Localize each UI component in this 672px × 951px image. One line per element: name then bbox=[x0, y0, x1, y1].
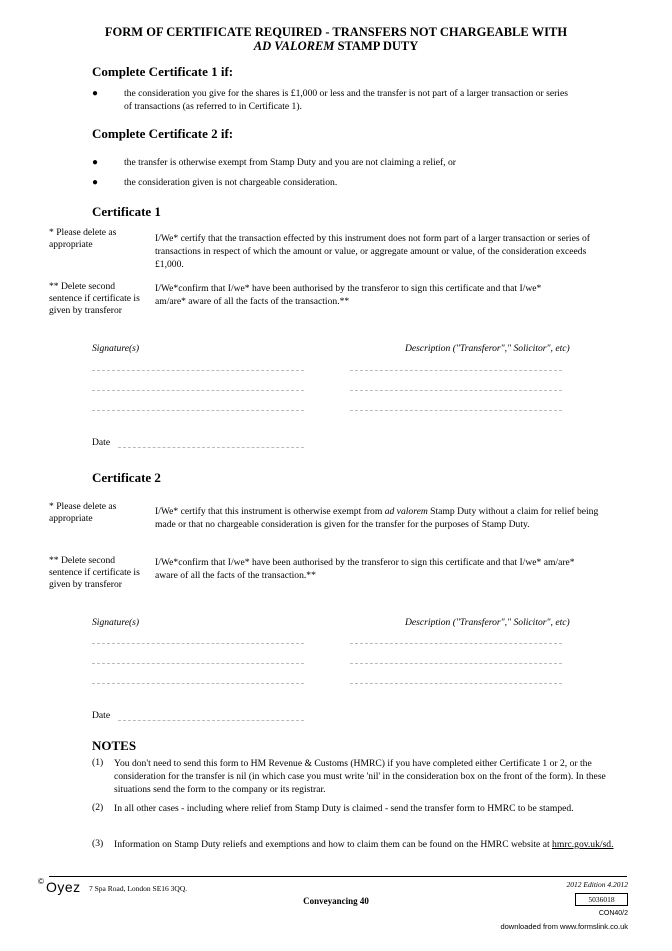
cert2-description-line-2[interactable] bbox=[350, 663, 562, 664]
cert1-second-delete-note: ** Delete second sentence if certificate is given by transferor bbox=[49, 281, 140, 316]
note-text: In all other cases - including where relief from Stamp Duty is claimed - send the transfer form to HMRC to be stamped. bbox=[114, 803, 574, 814]
note-number: (2) bbox=[92, 802, 104, 813]
note-number: (1) bbox=[92, 757, 104, 768]
footer-rule bbox=[49, 876, 627, 877]
cert2-condition-1: the transfer is otherwise exempt from Stamp Duty and you are not claiming a relief, or bbox=[124, 157, 456, 168]
cert1-conditions-heading: Complete Certificate 1 if: bbox=[92, 64, 234, 79]
notes-heading: NOTES bbox=[92, 738, 137, 753]
cert1-description-label: Description ("Transferor"," Solicitor", etc) bbox=[405, 343, 570, 354]
cert1-signature-line-3[interactable] bbox=[92, 410, 304, 411]
cert2-description-line-3[interactable] bbox=[350, 683, 562, 684]
cert1-statement: I/We* certify that the transaction effected by this instrument does not form part of a larger transaction or series of transactions in respect of which the amount or value, or aggregate amount or value, of the consideration exceeds £1,000. bbox=[155, 233, 590, 270]
form-title-line2 bbox=[0, 39, 672, 54]
cert2-statement-b: Stamp Duty without a claim for relief being made or that no chargeable consideration is given for the transfer for the purposes of Stamp Duty. bbox=[155, 506, 599, 530]
hmrc-link[interactable]: hmrc.gov.uk/sd. bbox=[552, 839, 614, 850]
cert1-signature-label: Signature(s) bbox=[92, 343, 140, 354]
cert1-date-line[interactable] bbox=[118, 447, 304, 448]
cert1-description-line-1[interactable] bbox=[350, 370, 562, 371]
product-code-box: 5036018 bbox=[575, 893, 628, 906]
cert1-date-label: Date bbox=[92, 437, 111, 448]
cert2-conditions-heading: Complete Certificate 2 if: bbox=[92, 126, 234, 141]
edition-label: 2012 Edition 4.2012 bbox=[566, 880, 628, 889]
form-code: CON40/2 bbox=[598, 910, 628, 917]
copyright-symbol: © bbox=[38, 877, 44, 886]
cert2-authorisation: I/We*confirm that I/we* have been authorised by the transferor to sign this certificate and that I/we* am/are* aware of all the facts of the transaction.** bbox=[155, 557, 575, 581]
cert2-signature-label: Signature(s) bbox=[92, 617, 140, 628]
cert2-second-delete-note: ** Delete second sentence if certificate is given by transferor bbox=[49, 555, 140, 590]
cert2-delete-note: * Please delete as appropriate bbox=[49, 501, 117, 524]
cert1-description-line-2[interactable] bbox=[350, 390, 562, 391]
cert1-authorisation: I/We*confirm that I/we* have been authorised by the transferor to sign this certificate and that I/we* am/are* aware of all the facts of the transaction.** bbox=[155, 283, 542, 307]
cert1-delete-note: * Please delete as appropriate bbox=[49, 227, 117, 250]
cert2-signature-line-2[interactable] bbox=[92, 663, 304, 664]
title-italic: AD VALOREM bbox=[253, 39, 335, 53]
cert2-statement bbox=[155, 505, 615, 531]
cert1-description-line-3[interactable] bbox=[350, 410, 562, 411]
bullet-icon: ● bbox=[92, 157, 99, 168]
note-number: (3) bbox=[92, 838, 104, 849]
certificate1-heading: Certificate 1 bbox=[92, 204, 161, 219]
cert2-signature-line-1[interactable] bbox=[92, 643, 304, 644]
form-title: FORM OF CERTIFICATE REQUIRED - TRANSFERS NOT CHARGEABLE WITH bbox=[104, 25, 568, 39]
note-text: You don't need to send this form to HM Revenue & Customs (HMRC) if you have completed either Certificate 1 or 2, or the consideration for the transfer is nil (in which case you must write 'nil' in the consideration box on the front of the form). In these situations send the form to the company or its registrar. bbox=[114, 758, 606, 795]
cert1-signature-line-1[interactable] bbox=[92, 370, 304, 371]
oyez-logo: Oyez bbox=[46, 879, 81, 895]
cert2-statement-italic: ad valorem bbox=[384, 506, 428, 517]
note-text bbox=[114, 838, 634, 851]
cert1-condition-1: the consideration you give for the shares is £1,000 or less and the transfer is not part of a larger transaction or series of transactions (as referred to in Certificate 1). bbox=[124, 88, 568, 112]
download-source: downloaded from www.formslink.co.uk bbox=[500, 922, 628, 931]
bullet-icon: ● bbox=[92, 177, 99, 188]
cert2-signature-line-3[interactable] bbox=[92, 683, 304, 684]
bullet-icon: ● bbox=[92, 88, 99, 99]
series-label: Conveyancing 40 bbox=[303, 896, 369, 906]
cert1-signature-line-2[interactable] bbox=[92, 390, 304, 391]
title-rest: STAMP DUTY bbox=[334, 39, 419, 53]
cert2-statement-a: I/We* certify that this instrument is otherwise exempt from bbox=[155, 506, 385, 517]
cert2-description-line-1[interactable] bbox=[350, 643, 562, 644]
cert2-condition-2: the consideration given is not chargeable consideration. bbox=[124, 177, 338, 188]
footer-address: 7 Spa Road, London SE16 3QQ. bbox=[89, 884, 188, 893]
note-text-3: Information on Stamp Duty reliefs and exemptions and how to claim them can be found on the HMRC website at bbox=[114, 839, 553, 850]
cert2-date-label: Date bbox=[92, 710, 111, 721]
cert2-date-line[interactable] bbox=[118, 720, 304, 721]
cert2-description-label: Description ("Transferor"," Solicitor", etc) bbox=[405, 617, 570, 628]
certificate2-heading: Certificate 2 bbox=[92, 470, 161, 485]
